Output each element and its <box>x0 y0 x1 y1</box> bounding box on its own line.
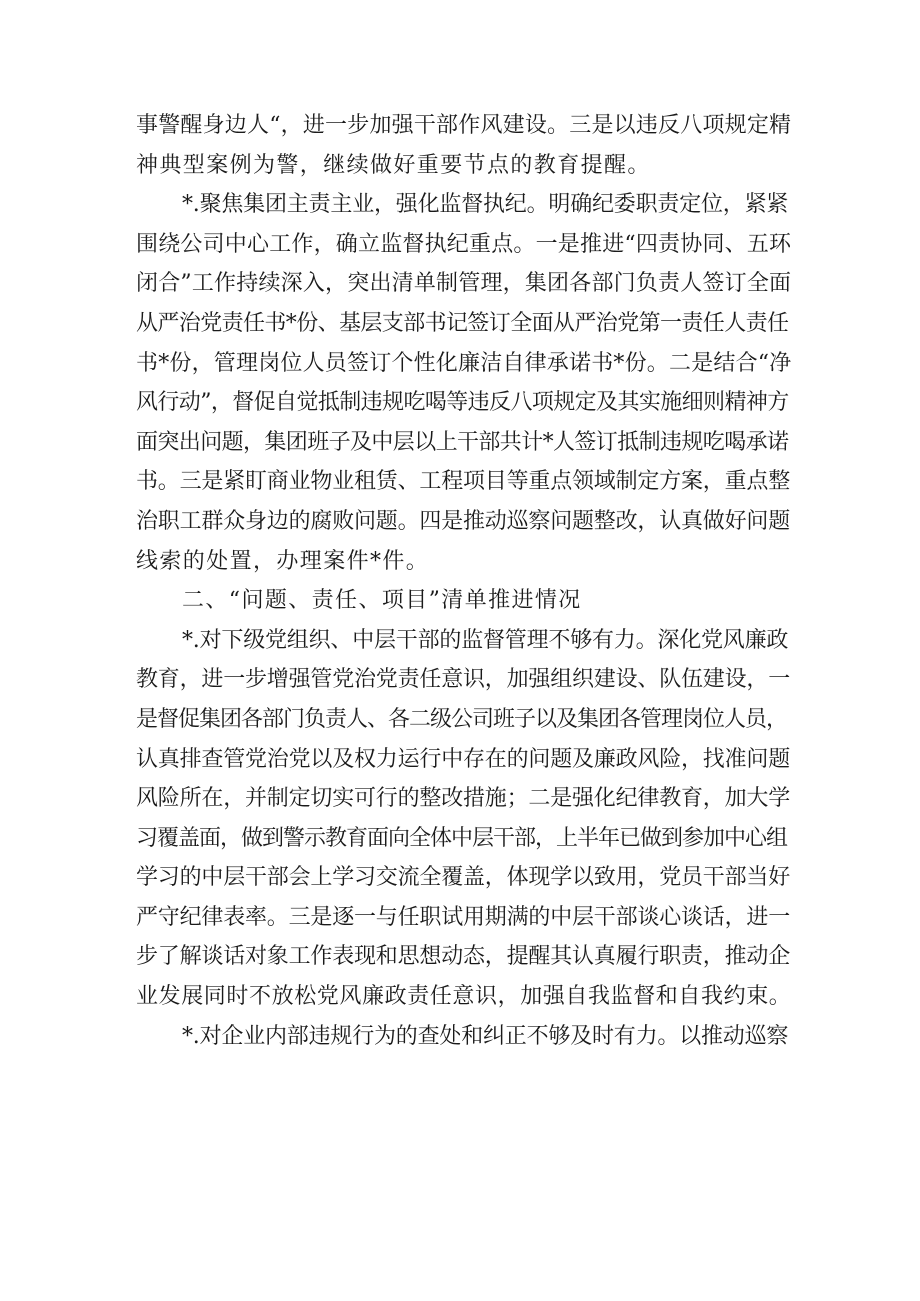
text-line: 业发展同时不放松党风廉政责任意识，加强自我监督和自我约束。 <box>136 984 792 1010</box>
text-line: 风行动”，督促自觉抵制违规吃喝等违反八项规定及其实施细则精神方 <box>136 390 789 416</box>
text-line: 学习的中层干部会上学习交流全覆盖，体现学以致用，党员干部当好 <box>136 865 791 891</box>
text-line: 神典型案例为警，继续做好重要节点的教育提醒。 <box>136 152 651 178</box>
document-body <box>136 106 792 1056</box>
text-line: 线索的处置，办理案件*件。 <box>136 548 430 574</box>
paragraph-heading-line: *.聚焦集团主责主业，强化监督执纪。明确纪委职责定位，紧紧 <box>182 192 789 218</box>
text-line: 习覆盖面，做到警示教育面向全体中层干部，上半年已做到参加中心组 <box>136 825 788 851</box>
text-line: 步了解谈话对象工作表现和思想动态，提醒其认真履行职责，推动企 <box>136 944 791 970</box>
section-heading: 二、“问题、责任、项目”清单推进情况 <box>182 588 582 614</box>
text-line: 从严治党责任书*份、基层支部书记签订全面从严治党第一责任人责任 <box>136 310 789 336</box>
text-line: 严守纪律表率。三是逐一与任职试用期满的中层干部谈心谈话，进一 <box>136 904 791 930</box>
text-line: 围绕公司中心工作，确立监督执纪重点。一是推进“四责协同、五环 <box>136 231 792 257</box>
text-line: 教育，进一步增强管党治党责任意识，加强组织建设、队伍建设，一 <box>136 667 791 693</box>
text-line: 面突出问题，集团班子及中层以上干部共计*人签订抵制违规吃喝承诺 <box>136 429 789 455</box>
paragraph-heading-line: *.对下级党组织、中层干部的监督管理不够有力。深化党风廉政 <box>182 627 789 653</box>
text-line: 闭合”工作持续深入，突出清单制管理，集团各部门负责人签订全面 <box>136 271 792 297</box>
text-line: 书。三是紧盯商业物业租赁、工程项目等重点领域制定方案，重点整 <box>136 469 791 495</box>
text-line: 事警醒身边人“，进一步加强干部作风建设。三是以违反八项规定精 <box>136 113 792 138</box>
text-line: 风险所在，并制定切实可行的整改措施；二是强化纪律教育，加大学 <box>136 786 791 812</box>
text-line: 治职工群众身边的腐败问题。四是推动巡察问题整改，认真做好问题 <box>136 508 791 534</box>
paragraph-heading-line: *.对企业内部违规行为的查处和纠正不够及时有力。以推动巡察 <box>182 1023 789 1049</box>
text-line: 认真排查管党治党以及权力运行中存在的问题及廉政风险，找准问题 <box>136 746 791 772</box>
text-line: 是督促集团各部门负责人、各二级公司班子以及集团各管理岗位人员， <box>136 706 788 732</box>
text-line: 书*份，管理岗位人员签订个性化廉洁自律承诺书*份。二是结合“净 <box>136 350 792 376</box>
